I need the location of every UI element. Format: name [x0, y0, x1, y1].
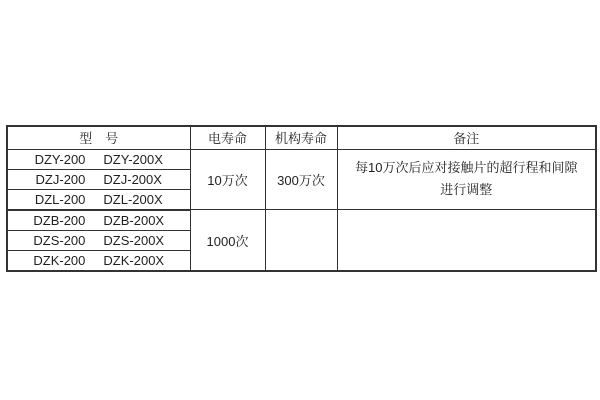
table-row [7, 149, 596, 169]
col-header-electrical-life: 电寿命 [190, 126, 265, 149]
model-name: DZB-200 [33, 212, 86, 228]
col-header-mechanism-life: 机构寿命 [265, 126, 337, 149]
model-name: DZY-200X [103, 151, 163, 167]
mechanism-life-cell [265, 210, 337, 271]
model-name: DZL-200 [34, 192, 86, 208]
model-name: DZK-200 [33, 253, 86, 269]
col-header-remark: 备注 [337, 126, 596, 149]
col-header-model: 型 号 [7, 126, 190, 149]
model-name: DZB-200X [103, 212, 165, 228]
table-row [7, 210, 596, 230]
model-name: DZS-200X [103, 232, 165, 248]
model-name: DZL-200X [103, 192, 163, 208]
remark-cell [337, 149, 596, 210]
model-cell [7, 190, 190, 210]
model-name: DZY-200 [34, 151, 86, 167]
model-name: DZJ-200X [103, 171, 162, 187]
remark-cell [337, 210, 596, 271]
electrical-life-cell: 10万次 [190, 149, 265, 210]
model-cell [7, 251, 190, 271]
model-cell [7, 230, 190, 250]
relay-life-spec-table [6, 125, 597, 272]
header-row [7, 126, 596, 149]
model-cell [7, 210, 190, 230]
remark-line: 每10万次后应对接触片的超行程和间隙 [355, 160, 578, 176]
model-name: DZJ-200 [35, 171, 86, 187]
electrical-life-cell: 1000次 [190, 210, 265, 271]
model-cell [7, 149, 190, 169]
remark-line: 进行调整 [440, 182, 493, 198]
model-name: DZS-200 [33, 232, 86, 248]
mechanism-life-cell: 300万次 [265, 149, 337, 210]
model-cell [7, 169, 190, 189]
model-name: DZK-200X [103, 253, 165, 269]
